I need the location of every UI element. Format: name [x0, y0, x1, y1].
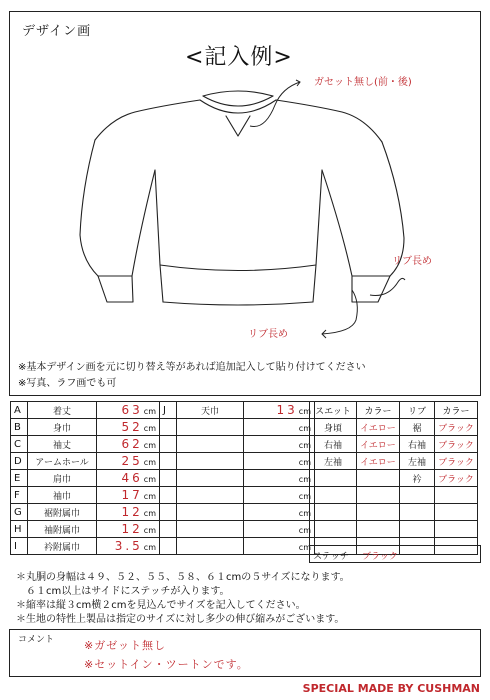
stitch-color: ブラック	[362, 552, 398, 562]
spec-name-2	[177, 470, 244, 487]
spec-value-2	[244, 402, 315, 419]
spec-index-2	[160, 487, 177, 504]
design-label: デザイン画	[22, 24, 92, 39]
footnote-3: ＊縮率は縦３cm横２cmを見込んでサイズを記入してください。	[16, 600, 306, 611]
header-sweat: スエット	[310, 402, 357, 419]
spec-unit: cm	[143, 475, 156, 484]
spec-value-2	[244, 504, 315, 521]
sweatshirt-drawing	[60, 70, 430, 340]
spec-name-2	[177, 521, 244, 538]
color-row	[310, 504, 478, 521]
annotation-gusset: ガセット無し(前・後)	[314, 77, 412, 88]
header-color: カラー	[357, 402, 400, 419]
spec-value	[97, 487, 160, 504]
note-top-1: ※基本デザイン画を元に切り替え等があれば追加記入して貼り付けてください	[18, 362, 366, 373]
color-part	[310, 504, 357, 521]
spec-value-2	[244, 453, 315, 470]
spec-row	[11, 504, 315, 521]
spec-value-2	[244, 436, 315, 453]
spec-name: 裾附属巾	[28, 504, 97, 521]
color-table	[309, 401, 478, 555]
spec-name: 肩巾	[28, 470, 97, 487]
example-title: <記入例>	[185, 45, 293, 70]
spec-value-2	[244, 419, 315, 436]
spec-value-number: 25	[121, 454, 143, 468]
spec-index-2	[160, 453, 177, 470]
rib-color-value: ブラック	[435, 470, 478, 487]
stitch-row	[309, 545, 481, 563]
comment-line-1: ※ガゼット無し	[84, 639, 166, 652]
spec-unit: cm	[143, 441, 156, 450]
spec-name: 袖附属巾	[28, 521, 97, 538]
spec-unit: cm	[143, 492, 156, 501]
spec-index: B	[11, 419, 28, 436]
spec-row	[11, 487, 315, 504]
color-value	[357, 504, 400, 521]
annotation-rib-bottom: リブ長め	[248, 329, 288, 340]
stitch-label: ステッチ	[313, 552, 349, 562]
spec-unit-2: cm	[298, 543, 311, 552]
footnote-4: ＊生地の特性上製品は指定のサイズに対し多少の伸び縮みがございます。	[16, 614, 345, 625]
spec-row	[11, 453, 315, 470]
spec-index: C	[11, 436, 28, 453]
spec-unit: cm	[143, 543, 156, 552]
spec-name: アームホール	[28, 453, 97, 470]
color-value: イエロー	[357, 419, 400, 436]
rib-part: 左袖	[400, 453, 435, 470]
spec-value	[97, 436, 160, 453]
rib-part: 右袖	[400, 436, 435, 453]
spec-index-2	[160, 419, 177, 436]
color-row	[310, 487, 478, 504]
spec-unit-2: cm	[298, 441, 311, 450]
header-rib: リブ	[400, 402, 435, 419]
rib-color-value	[435, 487, 478, 504]
spec-value-2	[244, 521, 315, 538]
spec-name: 着丈	[28, 402, 97, 419]
spec-value-number: 62	[121, 437, 143, 451]
spec-unit-2: cm	[298, 526, 311, 535]
note-top-2: ※写真、ラフ画でも可	[18, 378, 117, 389]
spec-name-2	[177, 487, 244, 504]
rib-part: 裾	[400, 419, 435, 436]
spec-index-2	[160, 470, 177, 487]
spec-unit: cm	[143, 526, 156, 535]
color-header-row	[310, 402, 478, 419]
spec-name-2	[177, 504, 244, 521]
spec-value-2	[244, 538, 315, 555]
color-value	[357, 470, 400, 487]
footnotes	[16, 571, 350, 627]
spec-name-2	[177, 436, 244, 453]
rib-color-value	[435, 521, 478, 538]
rib-part: 衿	[400, 470, 435, 487]
spec-value-number: 3.5	[114, 539, 143, 553]
spec-unit-2: cm	[298, 475, 311, 484]
spec-value	[97, 470, 160, 487]
spec-unit-2: cm	[298, 492, 311, 501]
spec-value-2	[244, 470, 315, 487]
spec-unit: cm	[143, 509, 156, 518]
spec-unit: cm	[143, 424, 156, 433]
color-value: イエロー	[357, 453, 400, 470]
spec-name-2: 天巾	[177, 402, 244, 419]
spec-name: 袖丈	[28, 436, 97, 453]
color-part	[310, 470, 357, 487]
spec-value-number: 52	[121, 420, 143, 434]
spec-index-2	[160, 538, 177, 555]
spec-table	[10, 401, 315, 555]
spec-index: H	[11, 521, 28, 538]
color-value: イエロー	[357, 436, 400, 453]
color-row	[310, 521, 478, 538]
header-rib-color: カラー	[435, 402, 478, 419]
spec-name-2	[177, 419, 244, 436]
rib-color-value: ブラック	[435, 436, 478, 453]
spec-value-number: 46	[121, 471, 143, 485]
spec-row	[11, 521, 315, 538]
spec-index-2: J	[160, 402, 177, 419]
rib-part	[400, 521, 435, 538]
comment-line-2: ※セットイン・ツートンです。	[84, 658, 249, 671]
color-part	[310, 487, 357, 504]
spec-index-2	[160, 436, 177, 453]
spec-unit: cm	[143, 407, 156, 416]
spec-unit-2: cm	[298, 424, 311, 433]
color-row	[310, 436, 478, 453]
footnote-1: ＊丸胴の身幅は４９、５２、５５、５８、６１cmの５サイズになります。	[16, 572, 350, 583]
spec-name-2	[177, 538, 244, 555]
spec-unit-2: cm	[298, 458, 311, 467]
spec-unit-2: cm	[298, 407, 311, 416]
color-part: 右袖	[310, 436, 357, 453]
spec-value-number: 12	[121, 522, 143, 536]
rib-color-value	[435, 504, 478, 521]
brand-logo: SPECIAL MADE BY CUSHMAN	[302, 682, 480, 695]
color-value	[357, 521, 400, 538]
spec-index-2	[160, 504, 177, 521]
spec-value	[97, 453, 160, 470]
spec-name-2	[177, 453, 244, 470]
spec-value-2	[244, 487, 315, 504]
spec-unit-2: cm	[298, 509, 311, 518]
rib-part	[400, 487, 435, 504]
annotation-rib-right: リブ長め	[392, 256, 432, 267]
color-row	[310, 453, 478, 470]
spec-index-2	[160, 521, 177, 538]
spec-value	[97, 504, 160, 521]
color-part: 身頃	[310, 419, 357, 436]
spec-name: 身巾	[28, 419, 97, 436]
spec-value	[97, 521, 160, 538]
spec-row	[11, 436, 315, 453]
spec-row	[11, 402, 315, 419]
spec-name: 衿附属巾	[28, 538, 97, 555]
spec-index: G	[11, 504, 28, 521]
spec-value-number: 12	[121, 505, 143, 519]
spec-value	[97, 419, 160, 436]
spec-index: A	[11, 402, 28, 419]
color-part	[310, 521, 357, 538]
color-row	[310, 419, 478, 436]
spec-value-number: 63	[121, 403, 143, 417]
color-part: 左袖	[310, 453, 357, 470]
spec-index: I	[11, 538, 28, 555]
spec-value	[97, 402, 160, 419]
footnote-2: ６１cm以上はサイドにステッチが入ります。	[16, 586, 230, 597]
comment-label: コメント	[18, 635, 55, 645]
spec-value	[97, 538, 160, 555]
rib-color-value: ブラック	[435, 453, 478, 470]
spec-row	[11, 470, 315, 487]
rib-part	[400, 504, 435, 521]
spec-index: E	[11, 470, 28, 487]
spec-value-2-number: 13	[276, 403, 298, 417]
spec-value-number: 17	[121, 488, 143, 502]
spec-index: F	[11, 487, 28, 504]
rib-color-value: ブラック	[435, 419, 478, 436]
color-value	[357, 487, 400, 504]
color-row	[310, 470, 478, 487]
spec-row	[11, 419, 315, 436]
spec-unit: cm	[143, 458, 156, 467]
spec-row	[11, 538, 315, 555]
spec-name: 袖巾	[28, 487, 97, 504]
spec-index: D	[11, 453, 28, 470]
